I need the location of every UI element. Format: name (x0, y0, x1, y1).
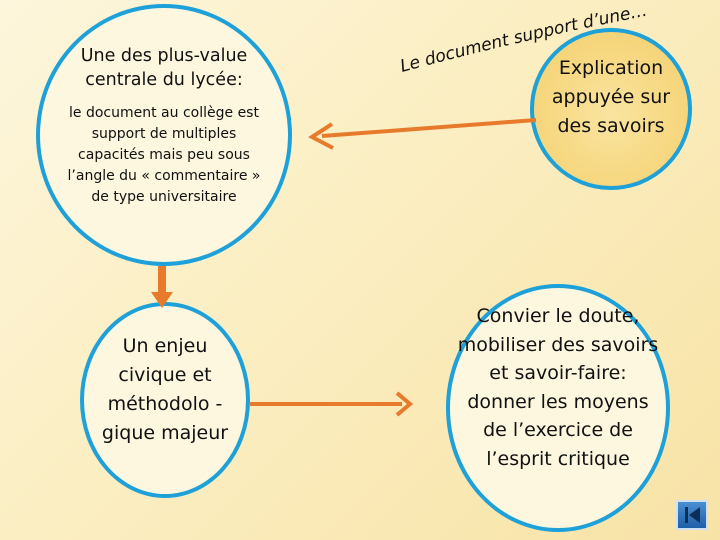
arrow-plus-value-to-enjeu (151, 266, 173, 308)
arrow-explication-to-plus-value (312, 120, 536, 148)
node-text-doute: Convier le doute, mobiliser des savoirs et savoir-faire: donner les moyens de l’exercice de l’esprit critique (457, 305, 659, 470)
node-text-explication: Explication appuyée sur des savoirs (551, 57, 671, 137)
curved-label (398, 1, 649, 77)
node-title-plus-value: Une des plus-value centrale du lycée: (80, 46, 248, 90)
arrow-enjeu-to-doute (250, 393, 410, 415)
node-text-enjeu: Un enjeu civique et méthodolo -gique majeur (101, 335, 229, 444)
curved-label-text: Le document support d’une… (398, 0, 649, 77)
node-body-plus-value: le document au collège est support de multiples capacités mais peu sous l’angle du « commentaire » de type universitaire (67, 105, 261, 205)
skip-to-start-icon (678, 502, 706, 528)
nav-first-slide-button[interactable] (676, 500, 708, 530)
